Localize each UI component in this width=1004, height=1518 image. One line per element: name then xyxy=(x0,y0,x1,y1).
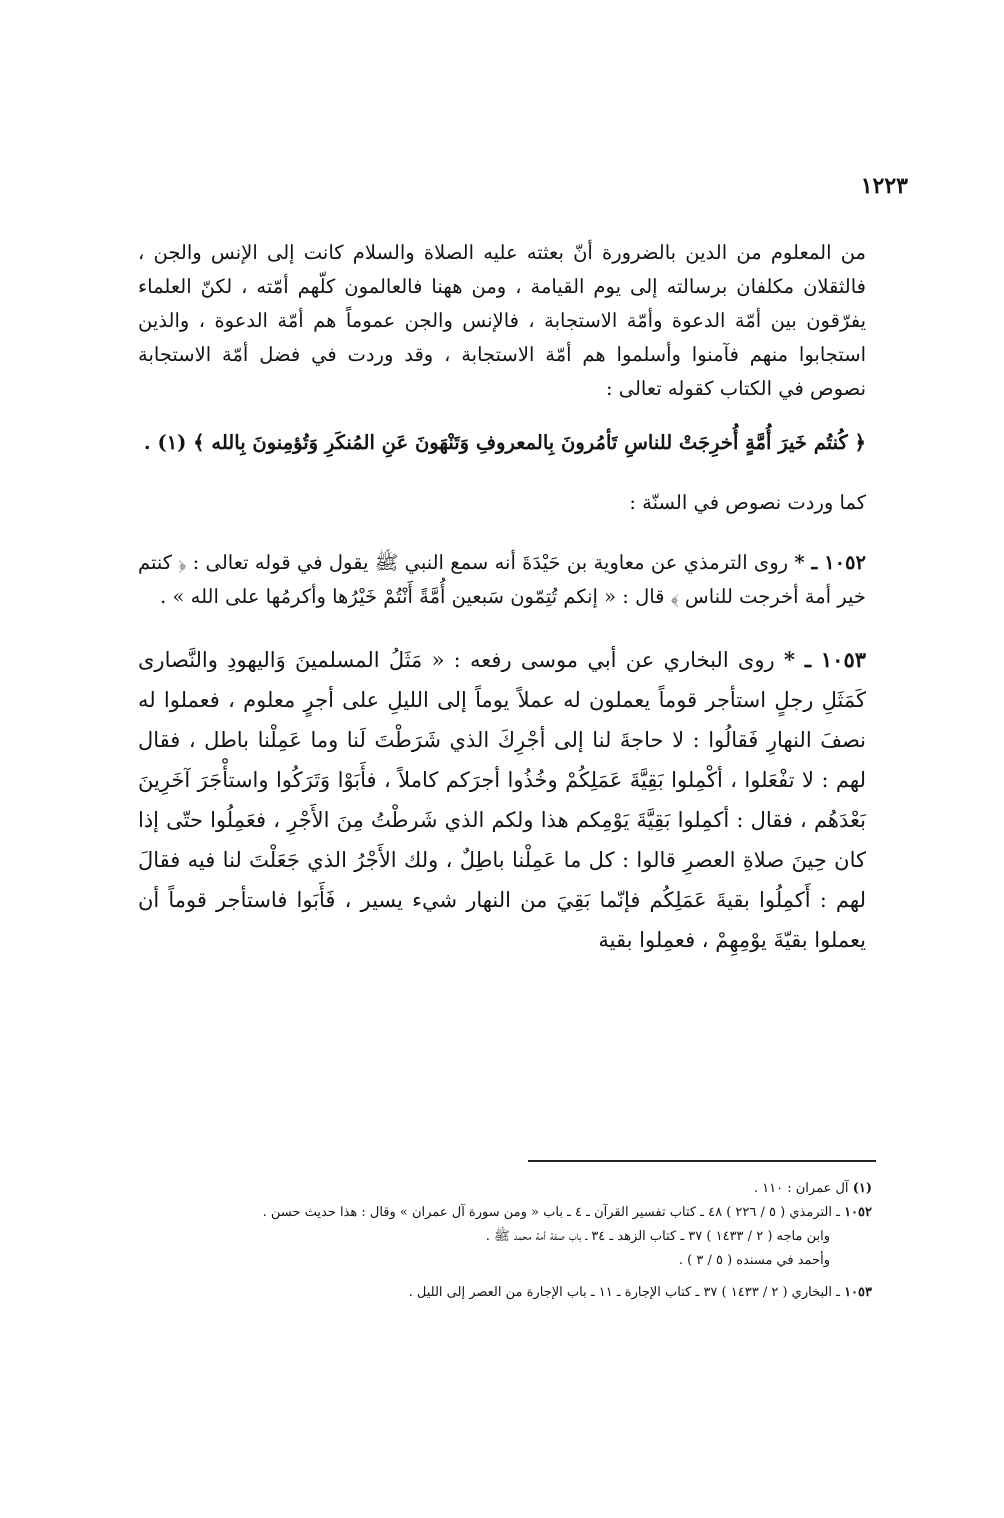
hadith-text: روى البخاري عن أبي موسى رفعه : « مَثَلُ المسلمينَ وَاليهودِ والنَّصارى كَمَثَلِ رجلٍ استأجر قوماً يعملون له عملاً يوماً إلى الليلِ على أجرٍ معلوم ، فعملوا له نصفَ النهارِ فَقالُوا : لا حاجةَ لنا إلى أجْرِكَ الذي شَرَطْتَ لَنا وما عَمِلْنا باطل ، فقال لهم : لا تفْعَلوا ، أكْمِلوا بَقِيَّةَ عَمَلِكُمْ وخُذُوا أجرَكم كاملاً ، فأَبَوْا وَتَرَكُوا واستأْجَرَ آخَرِينَ بَعْدَهُم ، فقال : أكمِلوا بَقِيَّةَ يَوْمِكم هذا ولكم الذي شَرطْتُ مِنَ الأَجْرِ ، فعَمِلُوا حتّى إذا كان حِينَ صلاةِ العصرِ قالوا : كل ما عَمِلْنا باطِلٌ ، ولك الأَجْرُ الذي جَعَلْتَ لنا فيه فقالَ لهم : أَكمِلُوا بقيةَ عَمَلِكُم فإنّما بَقِيَ من النهار شيء يسير ، فَأَبَوا فاستأجر قوماً أن يعملوا بقيّةَ يوْمِهِمْ ، فعمِلوا بقية xyxy=(138,648,866,952)
footnote-text: وأحمد في مسنده ( ٥ / ٣ ) . xyxy=(678,1253,830,1268)
hadith-1052 xyxy=(138,546,866,614)
page-number: ١٢٢٣ xyxy=(860,173,908,199)
footnote-text: ـ الترمذي ( ٥ / ٢٢٦ ) ٤٨ ـ كتاب تفسير القرآن ـ ٤ ـ باب « ومن سورة آل عمران » وقال : هذا حديث حسن . xyxy=(262,1205,840,1220)
footnote xyxy=(132,1201,872,1225)
hadith-number: ١٠٥٢ ـ * xyxy=(794,551,867,574)
intro-paragraph: من المعلوم من الدين بالضرورة أنّ بعثته عليه الصلاة والسلام كانت إلى الإنس والجن ، فالثقلان مكلفان برسالته إلى يوم القيامة ، ومن ههنا فالعالمون كلّهم أمّته ، لكنّ العلماء يفرّقون بين أمّة الدعوة وأمّة الاستجابة ، فالإنس والجن عموماً هم أمّة الدعوة ، والذين استجابوا منهم فآمنوا وأسلموا هم أمّة الاستجابة ، وقد وردت في فضل أمّة الاستجابة نصوص في الكتاب كقوله تعالى : xyxy=(138,241,866,400)
quran-verse: ﴿ كُنتُم خَيرَ أُمَّةٍ أُخرِجَتْ للناسِ تَأمُرونَ بِالمعروفِ وَتَنْهَونَ عَنِ المُنكَرِ وَتُؤمِنونَ بِالله ﴾ (١) . xyxy=(143,431,866,454)
footnote xyxy=(132,1281,872,1305)
footnote-text: ـ البخاري ( ٢ / ١٤٣٣ ) ٣٧ ـ كتاب الإجارة ـ ١١ ـ باب الإجارة من العصر إلى الليل . xyxy=(408,1285,840,1300)
footnote-divider xyxy=(528,1160,876,1162)
footnote xyxy=(132,1249,872,1273)
footnote-text: آل عمران : ١١٠ . xyxy=(753,1181,849,1196)
footnote-text: وابن ماجه ( ٢ / ١٤٣٣ ) ٣٧ ـ كتاب الزهد ـ ٣٤ ـ باب صفة أمة محمد ﷺ . xyxy=(485,1229,830,1244)
footnote-number: ١٠٥٢ xyxy=(844,1205,872,1220)
body-text xyxy=(138,236,866,960)
hadith-1053 xyxy=(138,640,866,960)
footnote xyxy=(132,1177,872,1201)
footnote-number: (١) xyxy=(852,1181,872,1196)
footnotes xyxy=(132,1177,872,1305)
hadith-text: روى الترمذي عن معاوية بن حَيْدَةَ أنه سمع النبي ﷺ يقول في قوله تعالى : ﴿ كنتم خير أمة أخرجت للناس ﴾ قال : « إنكم تُتِمّون سَبعين أُمَّةً أَنْتُمْ خَيْرُها وأكرمُها على الله » . xyxy=(138,551,866,608)
hadith-number: ١٠٥٣ ـ * xyxy=(783,647,867,672)
footnote-number: ١٠٥٣ xyxy=(844,1285,872,1300)
footnote xyxy=(132,1225,872,1249)
sunnah-intro: كما وردت نصوص في السنّة : xyxy=(629,491,866,514)
